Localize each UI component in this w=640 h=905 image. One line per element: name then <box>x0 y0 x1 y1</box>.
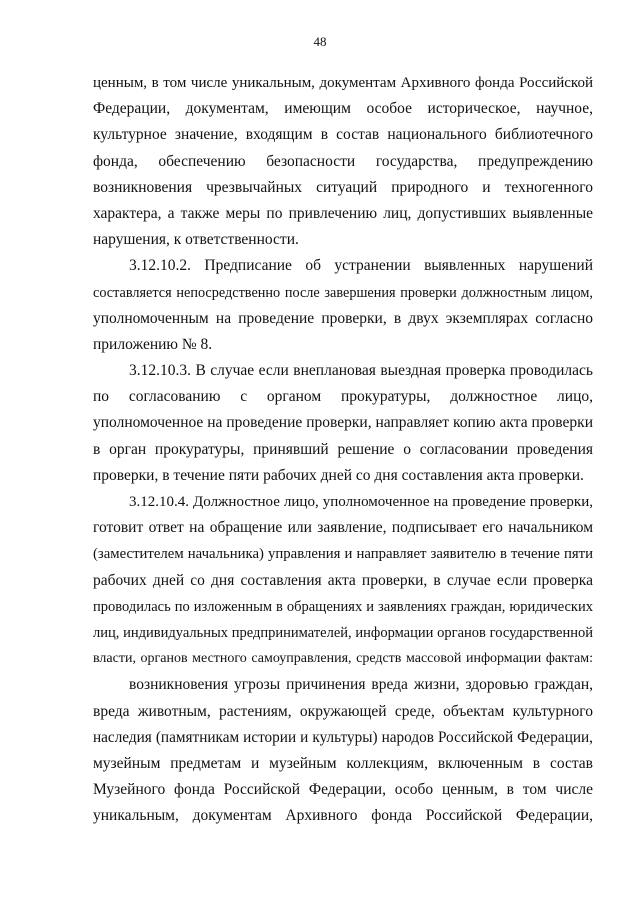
text-line: составляется непосредственно после завершения проверки должностным лицом, <box>93 284 593 301</box>
text-line: возникновения угрозы причинения вреда жизни, здоровью граждан, <box>129 676 593 694</box>
text-line: уполномоченным на проведение проверки, в двух экземплярах согласно <box>93 309 593 327</box>
text-line: по согласованию с органом прокуратуры, должностное лицо, <box>93 388 593 406</box>
text-line: 3.12.10.3. В случае если внеплановая выездная проверка проводилась <box>129 362 593 380</box>
text-line: культурное значение, входящим в состав национального библиотечного <box>93 126 593 144</box>
text-line: проверки, в течение пяти рабочих дней со дня составления акта проверки. <box>93 466 584 484</box>
text-line: 3.12.10.4. Должностное лицо, уполномоченное на проведение проверки, <box>129 494 593 510</box>
text-line: ценным, в том числе уникальным, документам Архивного фонда Российской <box>93 75 593 91</box>
text-line: в орган прокуратуры, принявший решение о согласовании проведения <box>93 440 593 458</box>
document-body <box>93 70 593 829</box>
text-line: Федерации, документам, имеющим особое историческое, научное, <box>93 100 593 118</box>
text-line: власти, органов местного самоуправления, средств массовой информации фактам: <box>93 651 593 667</box>
text-line: уполномоченное на проведение проверки, направляет копию акта проверки <box>93 414 593 432</box>
text-line: (заместителем начальника) управления и направляет заявителю в течение пяти <box>93 546 593 563</box>
text-line: музейным предметам и музейным коллекциям, включенным в состав <box>93 754 593 772</box>
text-line: вреда животным, растениям, окружающей среде, объектам культурного <box>93 702 593 720</box>
text-line: рабочих дней со дня составления акта проверки, в случае если проверка <box>93 571 593 589</box>
text-line: уникальным, документам Архивного фонда Российской Федерации, <box>93 807 593 825</box>
text-line: Музейного фонда Российской Федерации, особо ценным, в том числе <box>93 781 593 799</box>
text-line: возникновения чрезвычайных ситуаций природного и техногенного <box>93 178 593 196</box>
text-line: наследия (памятникам истории и культуры) народов Российской Федерации, <box>93 728 593 746</box>
page-number: 48 <box>313 34 327 49</box>
text-line: нарушения, к ответственности. <box>93 231 299 249</box>
text-line: готовит ответ на обращение или заявление, подписывает его начальником <box>93 519 593 537</box>
text-line: 3.12.10.2. Предписание об устранении выявленных нарушений <box>129 257 593 275</box>
text-line: лиц, индивидуальных предпринимателей, информации органов государственной <box>93 624 593 641</box>
text-line: фонда, обеспечению безопасности государства, предупреждению <box>93 152 593 170</box>
text-line: проводилась по изложенным в обращениях и заявлениях граждан, юридических <box>93 598 593 615</box>
text-line: характера, а также меры по привлечению лиц, допустивших выявленные <box>93 204 593 222</box>
text-line: приложению № 8. <box>93 335 213 353</box>
